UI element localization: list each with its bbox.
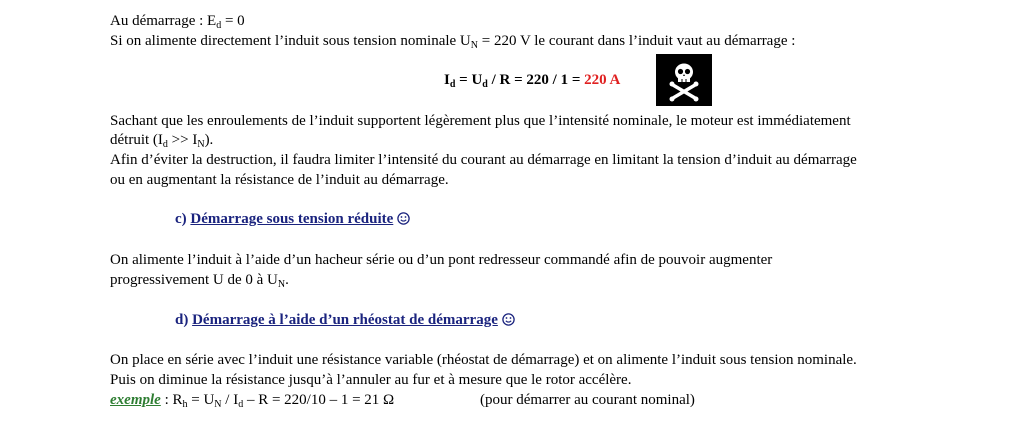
text: / R = 220 / 1 =: [487, 72, 585, 88]
subscript: N: [277, 279, 286, 290]
section-d-heading: [175, 311, 515, 332]
section-number: d): [175, 312, 193, 328]
subscript: N: [470, 40, 479, 51]
current-value-red: 220 A: [584, 72, 621, 88]
text: détruit (I: [110, 132, 163, 148]
startup-emf-line: [110, 12, 245, 31]
section-title: Démarrage sous tension réduite: [190, 211, 394, 227]
subscript: h: [182, 399, 188, 410]
paragraph-line: [110, 271, 289, 290]
text: Au démarrage : E: [110, 13, 217, 29]
text: >> I: [167, 132, 198, 148]
text: / I: [221, 392, 239, 408]
text: = U: [455, 72, 483, 88]
paragraph-line: ou en augmentant la résistance de l’induit au démarrage.: [110, 172, 449, 188]
example-label: exemple: [110, 392, 161, 408]
example-line: [110, 391, 394, 410]
subscript: N: [197, 139, 205, 150]
example-note: (pour démarrer au courant nominal): [480, 392, 695, 408]
paragraph-line: Sachant que les enroulements de l’induit supportent légèrement plus que l’intensité nominale, le moteur est immédiatement: [110, 113, 851, 129]
subscript: d: [449, 79, 456, 90]
skull-icon: [656, 54, 712, 106]
paragraph-line: Afin d’éviter la destruction, il faudra limiter l’intensité du courant au démarrage en limitant la tension d’induit au démarrage: [110, 152, 857, 168]
text: : R: [160, 392, 183, 408]
text: = 0: [221, 13, 245, 29]
text: progressivement U de 0 à U: [110, 272, 278, 288]
smiley-icon: [502, 313, 515, 332]
subscript: N: [214, 399, 222, 410]
paragraph-line: On place en série avec l’induit une résistance variable (rhéostat de démarrage) et on alimente l’induit sous tension nominale.: [110, 352, 857, 368]
subscript: d: [238, 399, 244, 410]
subscript: d: [162, 139, 168, 150]
paragraph-line: Puis on diminue la résistance jusqu’à l’annuler au fur et à mesure que le rotor accélère.: [110, 372, 632, 388]
nominal-voltage-line: [110, 32, 795, 51]
paragraph-line: On alimente l’induit à l’aide d’un hacheur série ou d’un pont redresseur commandé afin de pouvoir augmenter: [110, 252, 773, 268]
text: – R = 220/10 – 1 = 21 Ω: [243, 392, 395, 408]
text: Si on alimente directement l’induit sous tension nominale U: [110, 33, 471, 49]
text: I: [444, 72, 450, 88]
smiley-icon: [397, 212, 410, 231]
paragraph-line: [110, 131, 213, 150]
subscript: d: [216, 20, 222, 31]
subscript: d: [482, 79, 488, 90]
text: = 220 V le courant dans l’induit vaut au démarrage :: [478, 33, 796, 49]
section-title: Démarrage à l’aide d’un rhéostat de démarrage: [192, 312, 498, 328]
startup-current-formula: [444, 71, 620, 90]
section-c-heading: [175, 210, 410, 231]
text: = U: [187, 392, 215, 408]
text: .: [285, 272, 289, 288]
text: ).: [204, 132, 214, 148]
section-number: c): [175, 211, 191, 227]
